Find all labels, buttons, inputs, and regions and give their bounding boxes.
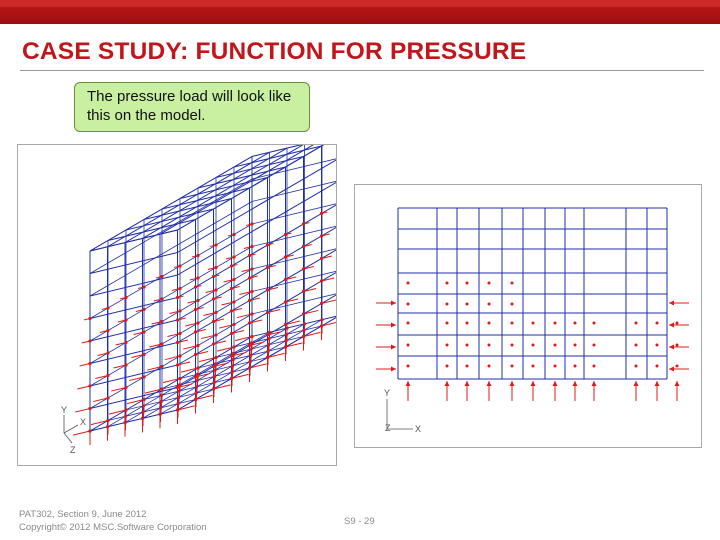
pressure-node [511,322,514,325]
pressure-arrow-head [160,275,163,278]
pressure-arrow-head [88,317,91,320]
pressure-arrow-head [176,296,179,299]
pressure-node [488,344,491,347]
pressure-arrow-head [124,341,127,344]
bottom-pressure-arrow-head [573,381,578,386]
bottom-pressure-arrow-head [487,381,492,386]
pressure-arrow-head [124,386,127,389]
triad-x-label: X [80,417,87,427]
pressure-node [676,322,679,325]
pressure-arrow-head [106,374,109,377]
pressure-arrow-head [302,312,305,315]
pressure-arrow-head [230,287,233,290]
pressure-arrow-head [194,353,197,356]
pressure-arrow-head [160,365,163,368]
pressure-arrow-head [88,339,91,342]
pressure-arrow [77,386,90,389]
pressure-arrow-head [232,345,235,348]
pressure-arrow-head [106,396,109,399]
bottom-pressure-arrow-head [510,381,515,386]
pressure-arrow [93,398,108,402]
pressure-node [532,322,535,325]
pressure-arrow-head [160,320,163,323]
pressure-arrow-head [284,323,287,326]
pressure-node [407,344,410,347]
bottom-pressure-arrow-head [406,381,411,386]
pressure-node [511,303,514,306]
pressure-arrow-head [250,335,253,338]
pressure-node [593,365,596,368]
pressure-arrow-head [176,341,179,344]
pressure-arrow-head [124,318,127,321]
pressure-arrow-head [212,320,215,323]
pressure-arrow-head [214,311,217,314]
side-triad-y-label: Y [384,388,391,398]
pressure-node [593,322,596,325]
pressure-node [656,344,659,347]
mesh-line [90,224,252,319]
pressure-arrow-head [124,363,127,366]
pressure-node [532,365,535,368]
pressure-arrow-head [232,278,235,281]
pressure-arrow [75,409,90,413]
bottom-pressure-arrow-head [675,381,680,386]
pressure-arrow-head [106,351,109,354]
pressure-node [407,282,410,285]
pressure-node [407,365,410,368]
pressure-node [554,365,557,368]
pressure-arrow-head [250,312,253,315]
pressure-arrow-head [266,311,269,314]
pressure-arrow-head [142,330,145,333]
right-pressure-arrow-head [669,345,674,350]
pressure-arrow-head [248,254,251,257]
pressure-arrow-head [212,275,215,278]
triad-y-label: Y [61,405,68,415]
mesh-line [90,157,252,252]
bottom-pressure-arrow-head [531,381,536,386]
pressure-arrow-head [320,302,323,305]
pressure-arrow-head [176,386,179,389]
iso-mesh-drawing [18,145,336,465]
side-mesh-drawing [355,185,701,447]
pressure-arrow [145,389,162,393]
bottom-pressure-arrow-head [634,381,639,386]
pressure-arrow [80,364,90,366]
pressure-arrow-head [178,287,181,290]
pressure-arrow-head [88,407,91,410]
bottom-pressure-arrow-head [553,381,558,386]
pressure-node [466,303,469,306]
pressure-arrow-head [250,267,253,270]
pressure-arrow-head [214,243,217,246]
side-triad-x-label: X [415,424,422,434]
footer-course-line: PAT302, Section 9, June 2012 [19,509,147,520]
pressure-arrow-head [142,375,145,378]
pressure-arrow-head [178,377,181,380]
iso-view-panel [17,144,337,466]
pressure-arrow-head [212,342,215,345]
pressure-arrow-head [106,419,109,422]
pressure-node [635,322,638,325]
pressure-node [593,344,596,347]
pressure-arrow-head [106,306,109,309]
mesh-line [160,320,322,415]
mesh-line [178,293,337,388]
bottom-pressure-arrow-head [465,381,470,386]
pressure-node [656,365,659,368]
pressure-arrow-head [196,321,199,324]
pressure-arrow-head [196,254,199,257]
pressure-arrow [322,322,337,326]
pressure-arrow-head [250,245,253,248]
pressure-node [635,344,638,347]
pressure-arrow-head [160,297,163,300]
mesh-line [178,226,337,321]
pressure-arrow-head [284,278,287,281]
pressure-node [676,365,679,368]
pressure-node [466,344,469,347]
pressure-arrow-head [142,308,145,311]
pressure-arrow-head [302,245,305,248]
pressure-arrow-head [320,279,323,282]
pressure-arrow-head [230,354,233,357]
pressure-node [407,303,410,306]
pressure-arrow-head [230,332,233,335]
pressure-arrow-head [284,300,287,303]
pressure-node [466,365,469,368]
left-pressure-arrow-head [391,323,396,328]
pressure-arrow-head [266,333,269,336]
pressure-arrow-head [160,342,163,345]
pressure-arrow-head [196,299,199,302]
pressure-arrow [111,388,126,392]
pressure-arrow-head [230,264,233,267]
pressure-arrow-head [214,333,217,336]
mesh-line [90,337,252,432]
pressure-arrow-head [88,384,91,387]
pressure-arrow-head [320,318,323,321]
pressure-arrow-head [302,222,305,225]
left-pressure-arrow-head [391,367,396,372]
pressure-arrow-head [250,290,253,293]
pressure-arrow-head [268,331,271,334]
pressure-arrow-head [303,322,306,325]
pressure-node [554,344,557,347]
title-divider [20,70,704,71]
triad-z-label: Z [70,445,76,455]
pressure-arrow-head [214,266,217,269]
pressure-node [656,322,659,325]
mesh-line [178,271,337,366]
pressure-arrow-head [230,309,233,312]
pressure-node [635,365,638,368]
slide-title: CASE STUDY: FUNCTION FOR PRESSURE [22,38,527,65]
pressure-arrow-head [302,267,305,270]
pressure-arrow-head [176,318,179,321]
pressure-arrow-head [160,387,163,390]
pressure-node [466,322,469,325]
pressure-arrow [129,377,144,381]
pressure-arrow-head [320,257,323,260]
mesh-line [178,203,337,298]
bottom-pressure-arrow-head [592,381,597,386]
triad-x-axis [64,425,78,433]
pressure-arrow-head [194,308,197,311]
pressure-node [407,322,410,325]
pressure-arrow-head [285,327,288,330]
pressure-arrow-head [248,321,251,324]
pressure-arrow-head [88,362,91,365]
mesh-line [252,181,336,202]
pressure-arrow-head [124,296,127,299]
footer-page-number: S9 - 29 [344,516,375,527]
pressure-arrow [109,410,126,414]
mesh-line [126,389,214,410]
pressure-arrow-head [178,264,181,267]
pressure-node [446,282,449,285]
left-pressure-arrow-head [391,301,396,306]
pressure-node [574,344,577,347]
mesh-line [178,316,337,411]
mesh-line [90,292,252,387]
pressure-arrow-head [142,398,145,401]
pressure-node [446,365,449,368]
pressure-arrow-head [232,323,235,326]
mesh-line [108,400,196,421]
pressure-arrow-head [248,276,251,279]
pressure-node [574,322,577,325]
callout-note: The pressure load will look like this on the model. [74,82,310,132]
pressure-arrow-head [284,233,287,236]
pressure-node [511,365,514,368]
left-pressure-arrow-head [391,345,396,350]
right-pressure-arrow-head [669,367,674,372]
pressure-arrow-head [196,276,199,279]
pressure-arrow-head [124,408,127,411]
pressure-arrow-head [250,222,253,225]
pressure-node [446,303,449,306]
pressure-arrow-head [232,255,235,258]
pressure-node [446,322,449,325]
pressure-arrow-head [214,356,217,359]
pressure-arrow-head [178,309,181,312]
pressure-arrow-head [284,255,287,258]
pressure-arrow [127,400,144,404]
mesh-line [216,157,304,178]
pressure-node [488,322,491,325]
pressure-arrow-head [194,375,197,378]
pressure-node [488,303,491,306]
pressure-arrow-head [320,234,323,237]
side-view-panel [354,184,702,448]
pressure-arrow-head [142,353,145,356]
triad-z-axis [64,433,72,443]
side-triad-z-label: Z [385,423,391,433]
pressure-node [446,344,449,347]
pressure-arrow-head [302,290,305,293]
pressure-node [574,365,577,368]
pressure-node [511,344,514,347]
pressure-node [466,282,469,285]
pressure-arrow-head [212,365,215,368]
pressure-arrow-head [266,288,269,291]
pressure-arrow-head [266,243,269,246]
right-pressure-arrow-head [669,301,674,306]
pressure-arrow-head [196,366,199,369]
pressure-arrow [73,431,90,435]
top-banner [0,0,720,24]
pressure-arrow-head [142,285,145,288]
pressure-arrow-head [194,285,197,288]
pressure-node [532,344,535,347]
pressure-node [676,344,679,347]
pressure-arrow-head [320,212,323,215]
pressure-arrow-head [232,300,235,303]
pressure-arrow-head [106,329,109,332]
bottom-pressure-arrow-head [655,381,660,386]
right-pressure-arrow-head [669,323,674,328]
pressure-arrow-head [266,266,269,269]
pressure-arrow-head [248,344,251,347]
mesh-line [90,247,252,342]
pressure-arrow-head [232,233,235,236]
pressure-arrow-head [178,354,181,357]
pressure-arrow-head [194,330,197,333]
pressure-arrow [91,421,108,425]
footer-copyright-line: Copyright© 2012 MSC.Software Corporation [19,522,207,533]
pressure-arrow-head [214,288,217,291]
pressure-node [488,282,491,285]
pressure-node [488,365,491,368]
mesh-line [178,181,337,276]
pressure-arrow-head [176,363,179,366]
pressure-arrow-head [88,429,91,432]
mesh-line [108,152,270,247]
pressure-arrow-head [212,297,215,300]
footer-credits [19,508,207,534]
mesh-line [90,269,252,364]
pressure-arrow-head [178,332,181,335]
mesh-line [143,145,305,238]
mesh-line [234,146,322,167]
top-banner-highlight [0,0,720,7]
pressure-arrow-head [248,299,251,302]
pressure-node [554,322,557,325]
pressure-arrow-head [196,344,199,347]
pressure-node [511,282,514,285]
bottom-pressure-arrow-head [445,381,450,386]
mesh-line [90,410,178,431]
